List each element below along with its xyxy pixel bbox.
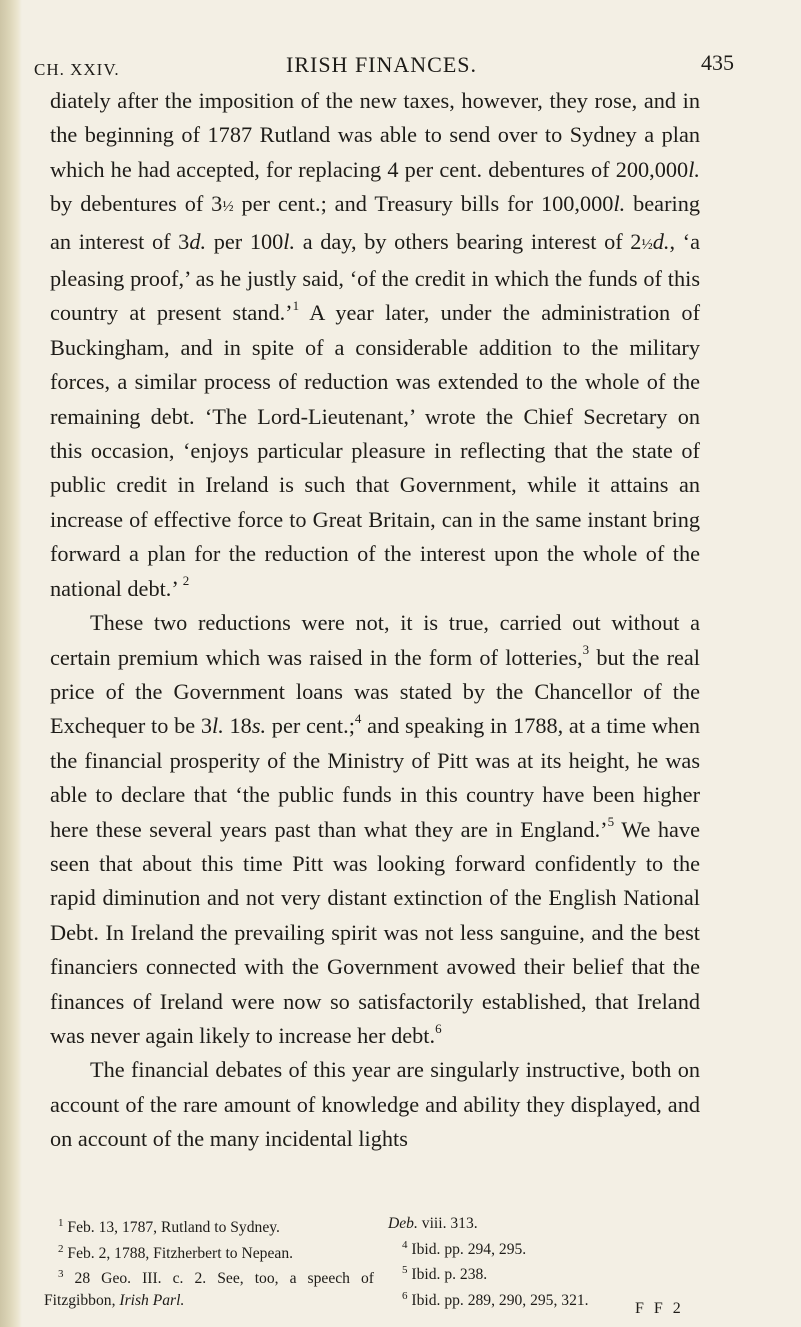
footnote-ref: 5 [607,814,615,830]
footnote-2: $^2$ Feb. 2, 1788, Fitzherbert to Nepean. [58,1242,294,1262]
footnote-ref: 4 [354,710,362,726]
footnotes-right-column [388,1213,704,1312]
footnote-1-continued: Deb. viii. 313. [388,1215,478,1232]
signature-mark: F F 2 [635,1300,684,1317]
body-text [50,84,700,1157]
footnote-ref: 6 [435,1020,442,1036]
page-number: 435 [701,50,734,75]
chapter-label: CH. XXIV. [34,60,120,79]
footnote-4: $^4$ Ibid. pp. 294, 295. [402,1238,527,1258]
footnotes [44,1213,704,1312]
footnotes-left-column [44,1213,374,1312]
footnote-3: $^3$ 28 Geo. III. c. 2. See, too, a speech of Fitzgibbon, Irish Parl. [44,1268,374,1310]
footnote-5: $^5$ Ibid. p. 238. [402,1264,488,1284]
footnote-ref: 3 [582,642,590,658]
paragraph-3: The financial debates of this year are singularly instructive, both on account of the rare amount of knowledge and ability they displayed, and on account of the many incidental lights [50,1057,700,1152]
running-header [34,48,734,88]
footnote-ref: 1 [292,298,300,314]
running-title: IRISH FINANCES. [286,52,478,77]
paragraph-1: diately after the imposition of the new taxes, however, they rose, and in the beginning of 1787 Rutland was able to send over to Sydney a plan which he had accepted, for replacing 4 per cent. debentures of 200,000l. by debentures of 3½ per cent.; and Treasury bills for 100,000l. bearing an interest of 3d. per 100l. a day, by others bearing interest of 2½d., ‘a pleasing proof,’ as he justly said, ‘of the credit in which the funds of this country at present stand.’$^1$ A year later, under the administration of Buckingham, and in spite of a considerable addition to the military forces, a similar process of reduction was extended to the whole of the remaining debt. ‘The Lord-Lieutenant,’ wrote the Chief Secretary on this occasion, ‘enjoys particular pleasure in reflecting that the state of public credit in Ireland is such that Government, while it attains an increase of effective force to Great Britain, can in the same instant bring forward a plan for the reduction of the interest upon the whole of the national debt.’ $^2$ [50,88,701,601]
footnote-ref: 2 [182,573,190,589]
paragraph-2: These two reductions were not, it is true, carried out without a certain premium which was raised in the form of lotteries,$^3$ but the real price of the Government loans was stated by the Chancellor of the Exchequer to be 3l. 18s. per cent.;$^4$ and speaking in 1788, at a time when the financial prosperity of the Ministry of Pitt was at its height, he was able to declare that ‘the public funds in this country have been higher here these several years past than what they are in England.’$^5$ We have seen that about this time Pitt was looking forward confidently to the rapid diminution and not very distant extinction of the English National Debt. In Ireland the prevailing spirit was not less sanguine, and the best financiers connected with the Government avowed their belief that the finances of Ireland were now so satisfactorily established, that Ireland was never again likely to increase her debt.$^6$ [50,610,701,1048]
footnote-6: $^6$ Ibid. pp. 289, 290, 295, 321. [402,1289,589,1310]
page-binding-shadow [0,0,22,1327]
footnote-1: $^1$ Feb. 13, 1787, Rutland to Sydney. [58,1217,280,1237]
